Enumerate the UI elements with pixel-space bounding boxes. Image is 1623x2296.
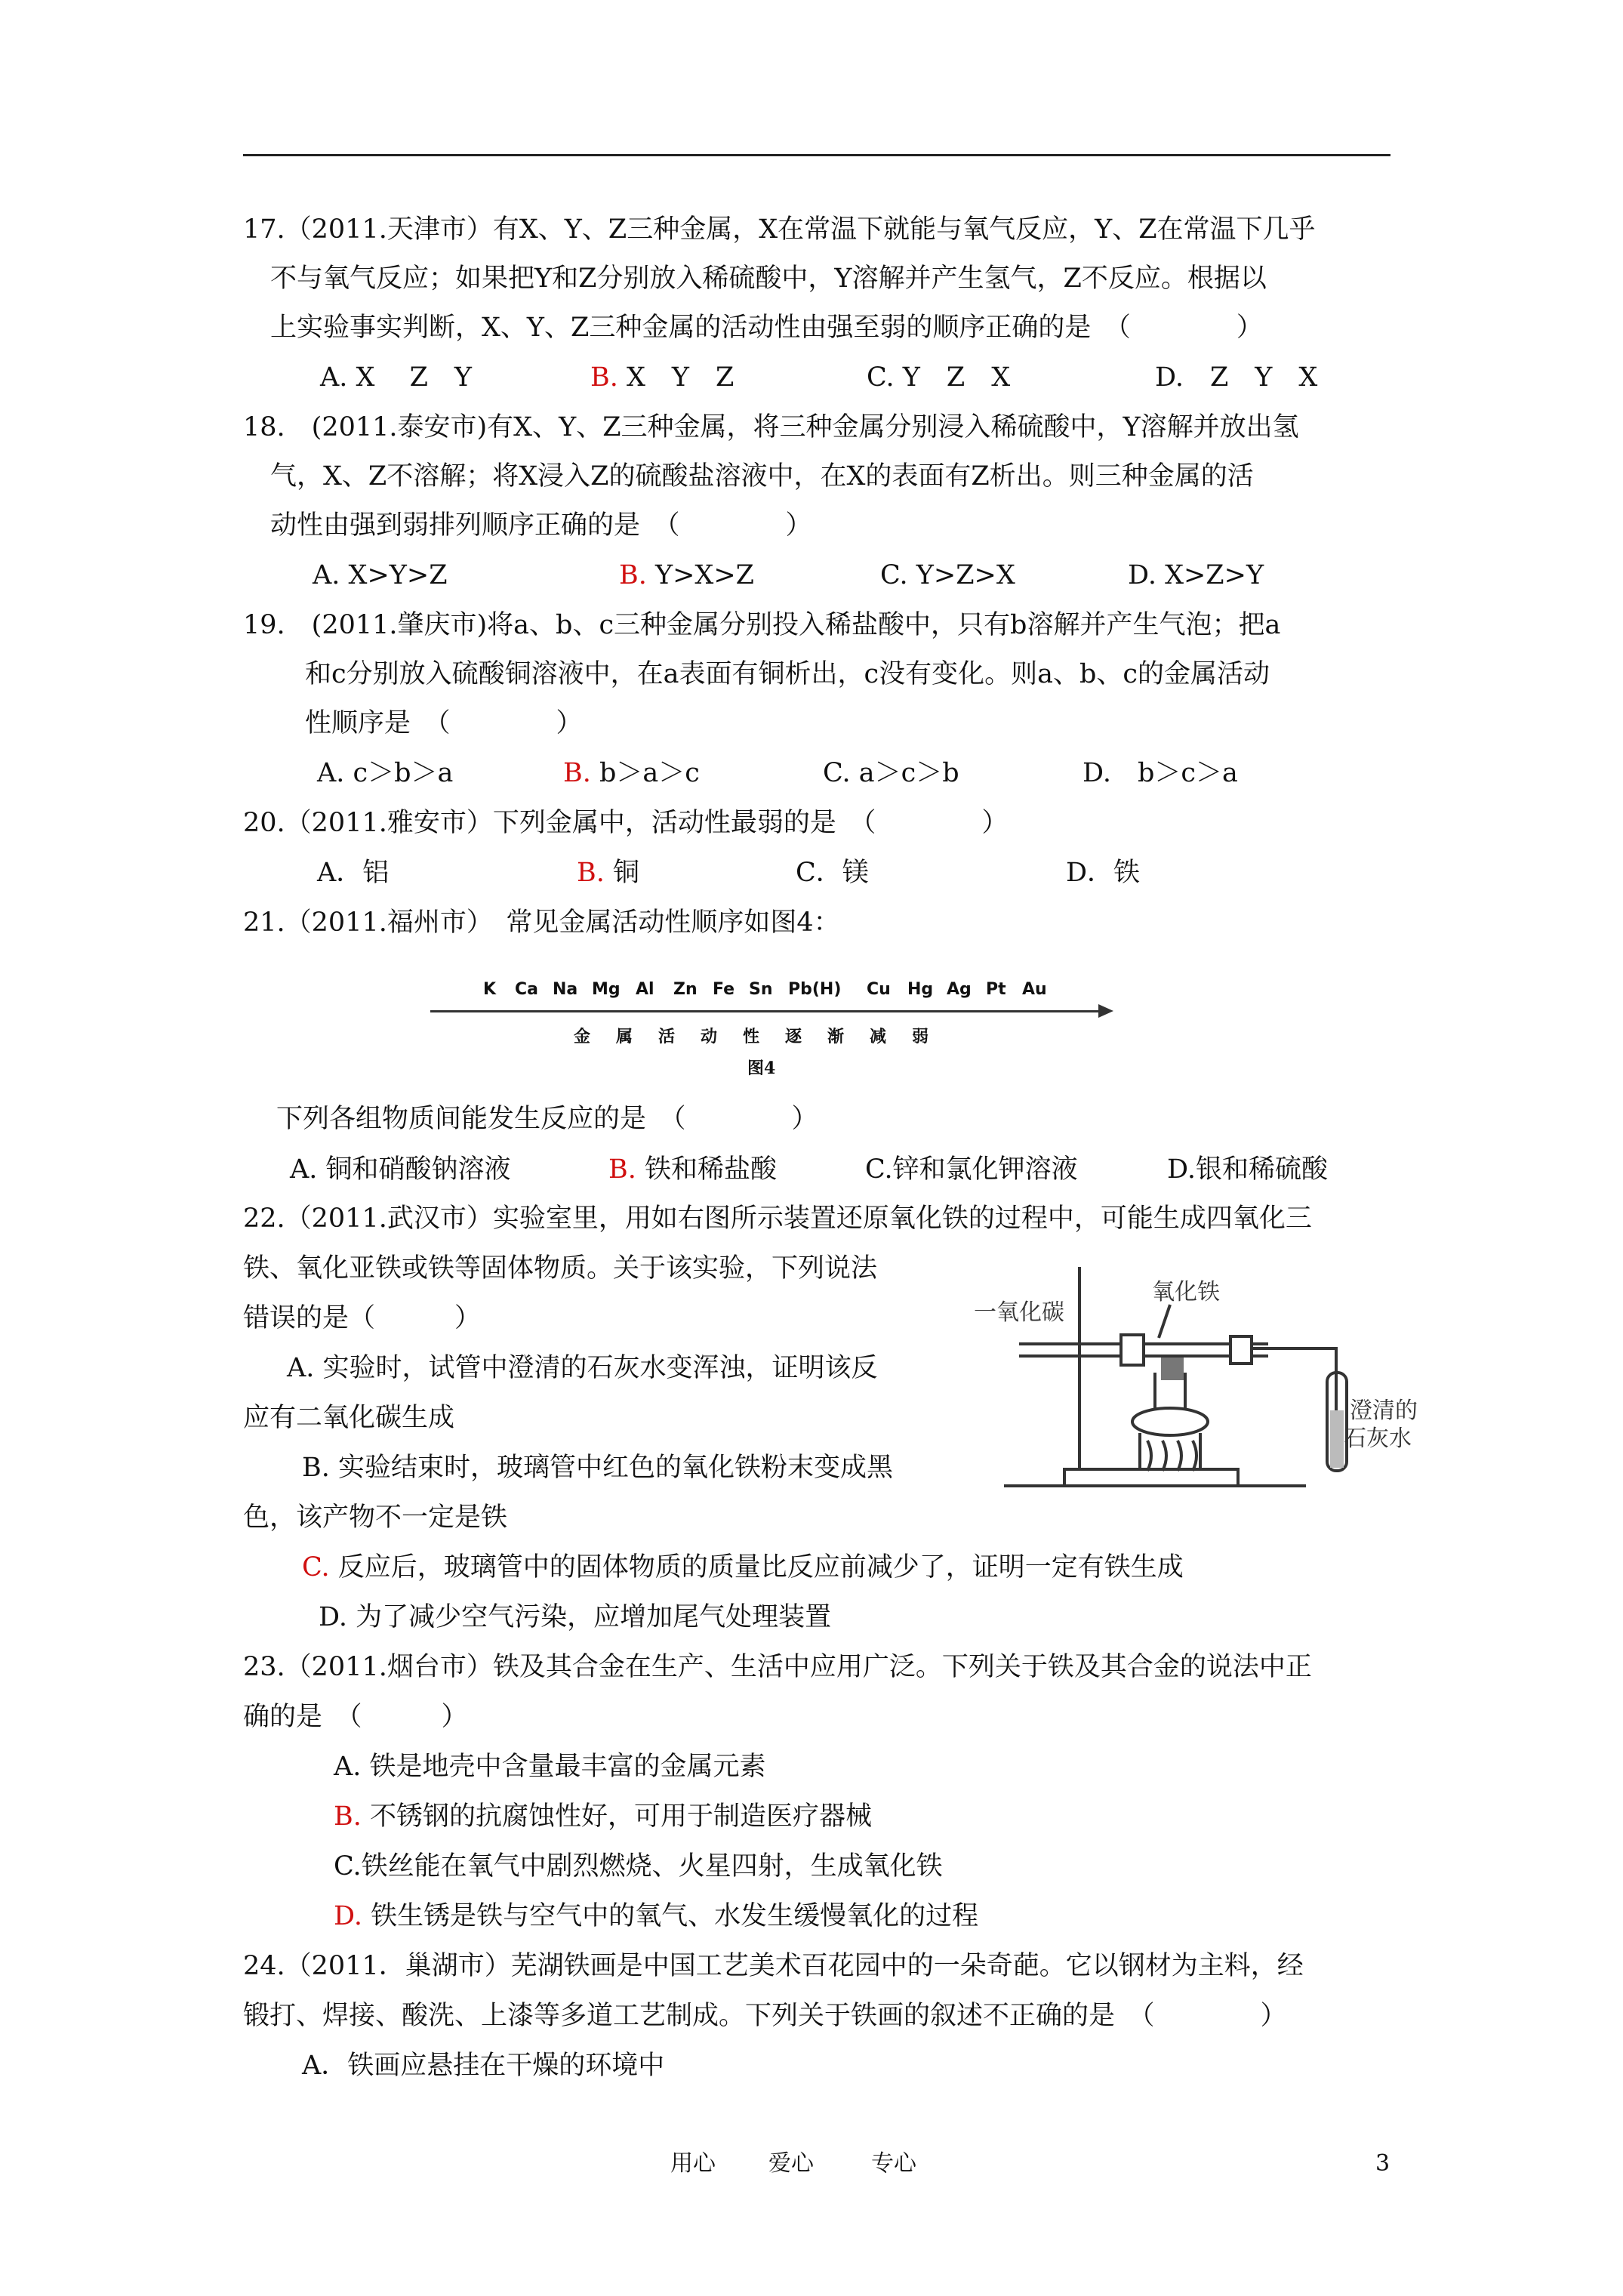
- q21-option-c: C.锌和氯化钾溶液: [865, 1154, 1078, 1185]
- q22-option-a-line-1: A. 实验时，试管中澄清的石灰水变浑浊，证明该反: [287, 1353, 878, 1383]
- element-al: Al: [636, 980, 654, 999]
- element-pb-h: Pb(H): [788, 980, 842, 999]
- q22-line-1: 22.（2011.武汉市）实验室里，用如右图所示装置还原氧化铁的过程中，可能生成四氧化三: [243, 1203, 1312, 1234]
- footer-left: 用心: [670, 2150, 716, 2177]
- q19-option-b-text: b＞a＞c: [590, 758, 700, 788]
- q19-line-2: 和c分别放入硫酸铜溶液中，在a表面有铜析出，c没有变化。则a、b、c的金属活动: [305, 659, 1270, 689]
- q18-option-b: [619, 559, 754, 592]
- q23-option-b: [334, 1800, 872, 1833]
- q18-option-c: C. Y>Z>X: [880, 560, 1015, 590]
- page-number: 3: [1375, 2150, 1390, 2177]
- q22-option-a-line-2: 应有二氧化碳生成: [243, 1403, 455, 1433]
- q23-line-1: 23.（2011.烟台市）铁及其合金在生产、生活中应用广泛。下列关于铁及其合金的说法中正: [243, 1652, 1312, 1682]
- q18-option-b-text: Y>X>Z: [646, 560, 754, 590]
- figure-4-caption: 金属活动性逐渐减弱: [574, 1027, 955, 1046]
- element-pt: Pt: [986, 980, 1006, 999]
- element-series: [423, 980, 1102, 1003]
- footer-middle: 爱心: [768, 2150, 814, 2177]
- label-iron-oxide: 氧化铁: [1152, 1279, 1220, 1305]
- q19-option-d: D. b＞c＞a: [1083, 758, 1238, 788]
- header-rule: [243, 154, 1390, 156]
- q19-line-1: 19. (2011.肇庆市)将a、b、c三种金属分别投入稀盐酸中，只有b溶解并产生气泡；把a: [243, 610, 1281, 640]
- q23-option-a: A. 铁是地壳中含量最丰富的金属元素: [334, 1752, 766, 1782]
- q21-option-a: A. 铜和硝酸钠溶液: [290, 1154, 511, 1185]
- footer-right: 专心: [871, 2150, 916, 2177]
- q22-line-3: 错误的是（ ）: [243, 1303, 482, 1333]
- q20-option-d: D．铁: [1066, 858, 1141, 888]
- q24-line-1: 24.（2011．巢湖市）芜湖铁画是中国工艺美术百花园中的一朵奇葩。它以钢材为主料，经: [243, 1951, 1304, 1981]
- q21-line-1: 21.（2011.福州市） 常见金属活动性顺序如图4：: [243, 908, 840, 938]
- q17-line-1: 17.（2011.天津市）有X、Y、Z三种金属，X在常温下就能与氧气反应，Y、Z在常温下几乎: [243, 214, 1316, 245]
- q23-option-b-letter: B.: [334, 1801, 362, 1832]
- element-sn: Sn: [749, 980, 773, 999]
- element-na: Na: [553, 980, 578, 999]
- q19-option-a: A. c＞b＞a: [317, 758, 454, 788]
- q18-line-2: 气，X、Z不溶解；将X浸入Z的硫酸盐溶液中，在X的表面有Z析出。则三种金属的活: [270, 461, 1254, 492]
- q20-option-b-letter: B.: [577, 858, 605, 888]
- q20-line-1: 20.（2011.雅安市）下列金属中，活动性最弱的是 （ ）: [243, 808, 1009, 838]
- q22-option-d: D. 为了减少空气污染，应增加尾气处理装置: [319, 1602, 832, 1632]
- arrow-head-icon: [1098, 1004, 1113, 1018]
- element-k: K: [483, 980, 497, 999]
- q24-option-a: A．铁画应悬挂在干燥的环境中: [302, 2051, 665, 2081]
- q21-option-b-text: 铁和稀盐酸: [636, 1154, 777, 1185]
- q18-line-3: 动性由强到弱排列顺序正确的是 （ ）: [270, 510, 812, 541]
- q17-line-2: 不与氧气反应；如果把Y和Z分别放入稀硫酸中，Y溶解并产生氢气，Z不反应。根据以: [270, 264, 1267, 294]
- q17-option-a: A. X Z Y: [320, 362, 472, 393]
- q20-option-b: [577, 856, 639, 889]
- element-au: Au: [1022, 980, 1047, 999]
- element-hg: Hg: [907, 980, 934, 999]
- reduction-apparatus-figure: [974, 1259, 1427, 1509]
- element-mg: Mg: [592, 980, 621, 999]
- q17-option-c: C. Y Z X: [867, 362, 1011, 393]
- q17-option-b-letter: B.: [590, 362, 618, 393]
- element-ag: Ag: [947, 980, 972, 999]
- element-ca: Ca: [515, 980, 538, 999]
- q21-option-b: [608, 1153, 777, 1186]
- label-limewater-1: 澄清的: [1350, 1398, 1418, 1424]
- q20-option-a: A．铝: [317, 858, 390, 888]
- q23-option-d: [334, 1900, 978, 1933]
- q22-option-c: [302, 1551, 1184, 1584]
- q24-line-2: 锻打、焊接、酸洗、上漆等多道工艺制成。下列关于铁画的叙述不正确的是 （ ）: [243, 2001, 1287, 2031]
- q23-option-b-text: 不锈钢的抗腐蚀性好，可用于制造医疗器械: [361, 1801, 872, 1832]
- q17-option-d: D. Z Y X: [1155, 362, 1318, 393]
- q21-option-d: D.银和稀硫酸: [1167, 1154, 1328, 1185]
- q22-option-c-text: 反应后，玻璃管中的固体物质的质量比反应前减少了，证明一定有铁生成: [329, 1552, 1184, 1583]
- figure-4-label: 图4: [747, 1059, 776, 1078]
- q17-option-b-text: X Y Z: [617, 362, 735, 393]
- figure-4-activity-series: [423, 980, 1117, 1086]
- q17-line-3: 上实验事实判断，X、Y、Z三种金属的活动性由强至弱的顺序正确的是 （ ）: [270, 313, 1263, 343]
- q22-option-b-line-1: B. 实验结束时，玻璃管中红色的氧化铁粉末变成黑: [302, 1453, 893, 1483]
- q19-option-c: C. a＞c＞b: [823, 758, 959, 788]
- q21-line-2: 下列各组物质间能发生反应的是 （ ）: [276, 1104, 818, 1134]
- q17-option-b: [590, 361, 734, 394]
- label-limewater-2: 石灰水: [1344, 1425, 1412, 1452]
- q20-option-c: C．镁: [796, 858, 869, 888]
- q18-option-a: A. X>Y>Z: [313, 560, 448, 590]
- q22-option-b-line-2: 色，该产物不一定是铁: [243, 1502, 508, 1533]
- q19-option-b-letter: B.: [563, 758, 591, 788]
- q22-option-c-letter: C.: [302, 1552, 330, 1583]
- q18-line-1: 18. (2011.泰安市)有X、Y、Z三种金属，将三种金属分别浸入稀硫酸中，Y溶解并放出氢: [243, 412, 1299, 442]
- q21-option-b-letter: B.: [608, 1154, 636, 1185]
- q18-option-b-letter: B.: [619, 560, 647, 590]
- q18-option-d: D. X>Z>Y: [1128, 560, 1264, 590]
- q22-line-2: 铁、氧化亚铁或铁等固体物质。关于该实验，下列说法: [243, 1253, 878, 1284]
- q19-option-b: [563, 757, 700, 790]
- q23-option-d-letter: D.: [334, 1901, 362, 1931]
- q23-option-d-text: 铁生锈是铁与空气中的氧气、水发生缓慢氧化的过程: [362, 1901, 979, 1931]
- q23-option-c: C.铁丝能在氧气中剧烈燃烧、火星四射，生成氧化铁: [334, 1851, 943, 1881]
- q20-option-b-text: 铜: [604, 858, 639, 888]
- q19-line-3: 性顺序是 （ ）: [305, 708, 583, 738]
- element-zn: Zn: [673, 980, 698, 999]
- element-cu: Cu: [867, 980, 891, 999]
- q23-line-2: 确的是 （ ）: [243, 1702, 468, 1732]
- element-fe: Fe: [713, 980, 735, 999]
- label-carbon-monoxide: 一氧化碳: [974, 1299, 1064, 1326]
- activity-arrow: [430, 1010, 1102, 1012]
